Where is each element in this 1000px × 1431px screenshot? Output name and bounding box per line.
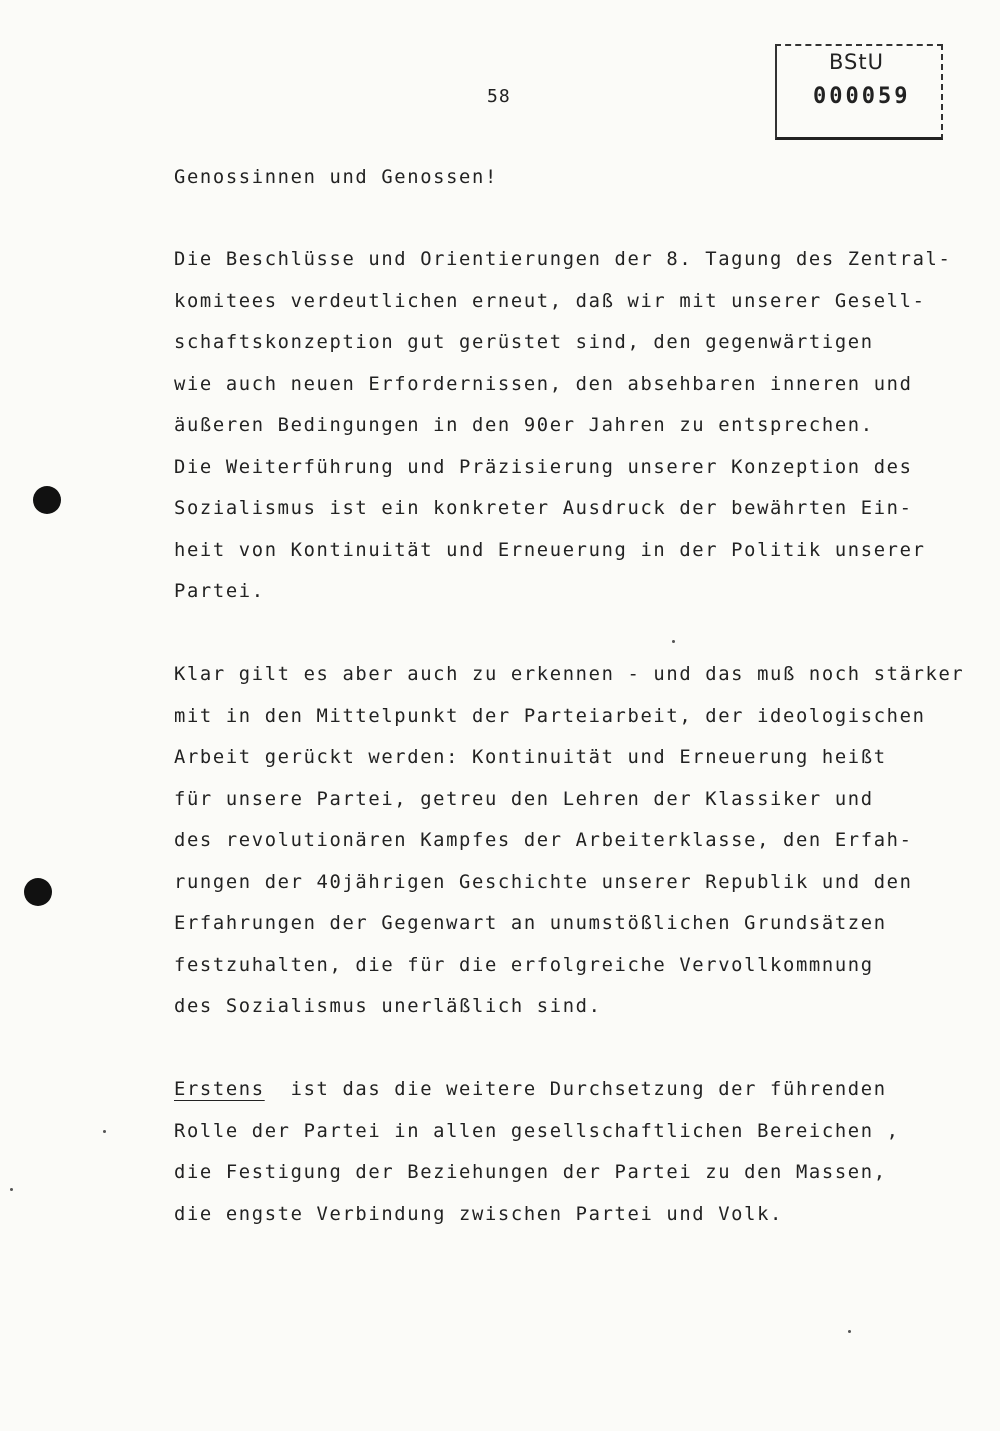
text-line: die Festigung der Beziehungen der Partei zu den Massen, [174, 1162, 887, 1183]
text-line: für unsere Partei, getreu den Lehren der Klassiker und [174, 789, 874, 810]
punch-hole-icon [33, 486, 61, 514]
text-line: rungen der 40jährigen Geschichte unserer Republik und den [174, 872, 913, 893]
archive-stamp [775, 44, 943, 140]
text-line: Partei. [174, 581, 265, 602]
text-line: die engste Verbindung zwischen Partei und Volk. [174, 1204, 783, 1225]
text-line: Rolle der Partei in allen gesellschaftlichen Bereichen , [174, 1121, 900, 1142]
text-line: Arbeit gerückt werden: Kontinuität und Erneuerung heißt [174, 747, 887, 768]
salutation: Genossinnen und Genossen! [174, 167, 498, 188]
page-number: 58 [487, 86, 511, 107]
text-line [174, 1081, 887, 1100]
text-line: Klar gilt es aber auch zu erkennen - und das muß noch stärker [174, 664, 965, 685]
paper-speck [672, 640, 675, 643]
lead-word: Erstens [174, 1079, 265, 1100]
text-line: komitees verdeutlichen erneut, daß wir mit unserer Gesell- [174, 291, 926, 312]
text-line: Die Weiterführung und Präzisierung unserer Konzeption des [174, 457, 913, 478]
text-line: festzuhalten, die für die erfolgreiche Vervollkommnung [174, 955, 874, 976]
text-line: heit von Kontinuität und Erneuerung in der Politik unserer [174, 540, 926, 561]
text-line: des revolutionären Kampfes der Arbeiterklasse, den Erfah- [174, 830, 913, 851]
text-line: Sozialismus ist ein konkreter Ausdruck der bewährten Ein- [174, 498, 913, 519]
paper-speck [848, 1330, 851, 1333]
text-line: des Sozialismus unerläßlich sind. [174, 996, 602, 1017]
punch-hole-icon [24, 878, 52, 906]
stamp-number: 000059 [813, 84, 911, 109]
text-line: mit in den Mittelpunkt der Parteiarbeit, der ideologischen [174, 706, 926, 727]
paper-speck [103, 1130, 106, 1133]
text-line: schaftskonzeption gut gerüstet sind, den gegenwärtigen [174, 332, 874, 353]
text-line: wie auch neuen Erfordernissen, den absehbaren inneren und [174, 374, 913, 395]
text-line: Die Beschlüsse und Orientierungen der 8. Tagung des Zentral- [174, 249, 952, 270]
text-line: Erfahrungen der Gegenwart an unumstößlichen Grundsätzen [174, 913, 887, 934]
text-line: äußeren Bedingungen in den 90er Jahren zu entsprechen. [174, 415, 874, 436]
lead-line-rest: ist das die weitere Durchsetzung der führenden [264, 1079, 887, 1100]
paper-speck [10, 1188, 13, 1191]
stamp-label: BStU [829, 50, 884, 74]
